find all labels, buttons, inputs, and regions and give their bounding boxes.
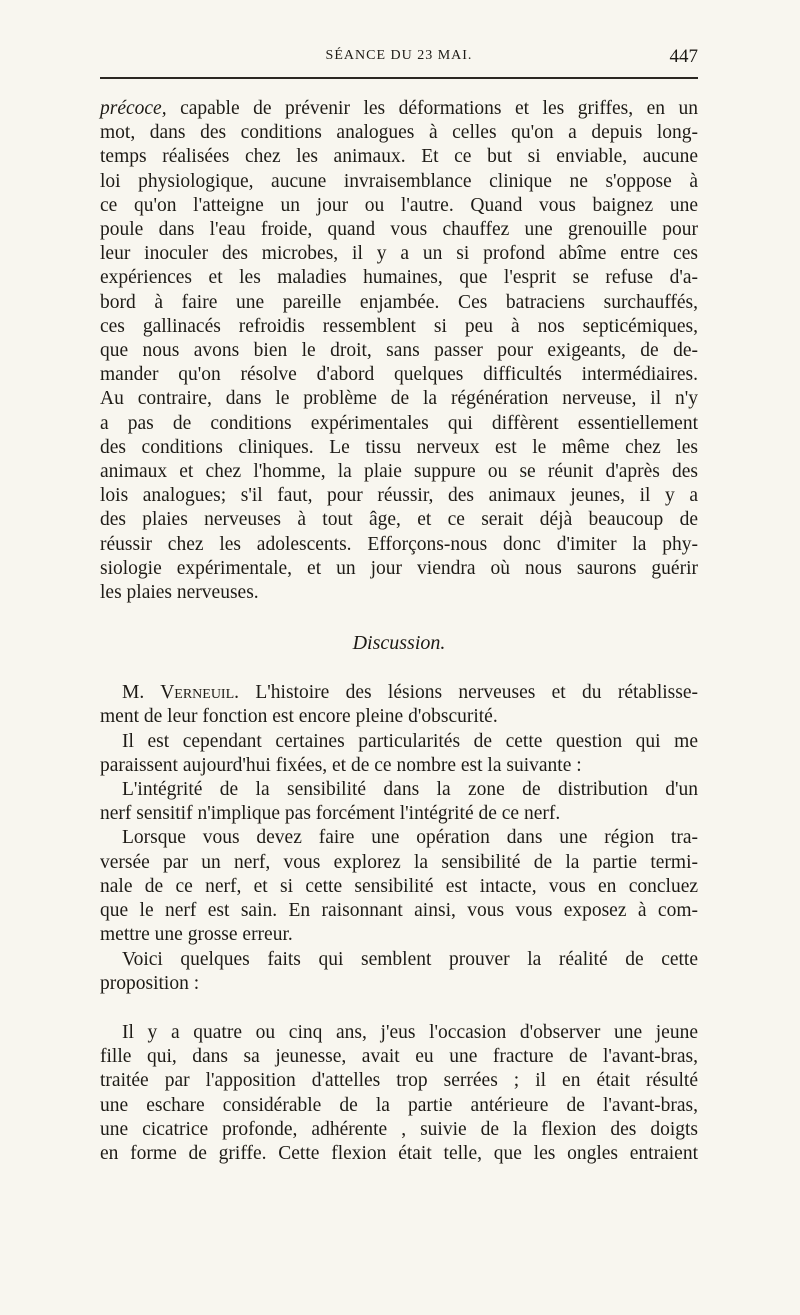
text-line: mander qu'on résolve d'abord quelques difficultés intermédiaires. [100, 364, 698, 386]
text-line: poule dans l'eau froide, quand vous chauffez une grenouille pour [100, 219, 698, 241]
paragraph [100, 730, 698, 778]
text-line: traitée par l'apposition d'attelles trop serrées ; il en était résulté [100, 1070, 698, 1092]
text-line: des conditions cliniques. Le tissu nerveux est le même chez les [100, 436, 698, 458]
text-line: en forme de griffe. Cette flexion était telle, que les ongles entraient [100, 1142, 698, 1164]
page-number: 447 [669, 46, 698, 67]
paragraph-continuation [100, 97, 698, 605]
text-line: nerf sensitif n'implique pas forcément l'intégrité de ce nerf. [100, 803, 561, 825]
running-head: SÉANCE DU 23 MAI. [325, 48, 473, 63]
text-line: Lorsque vous devez faire une opération dans une région tra- [122, 827, 698, 849]
text-line: bord à faire une pareille enjambée. Ces batraciens surchauffés, [100, 291, 698, 313]
text-line: Il est cependant certaines particularités de cette question qui me [122, 730, 698, 752]
paragraph [100, 948, 698, 996]
text-line: ces gallinacés refroidis ressemblent si peu à nos septicémiques, [100, 315, 698, 337]
text-line: Au contraire, dans le problème de la régénération nerveuse, il n'y [100, 388, 698, 410]
text-line: ment de leur fonction est encore pleine d'obscurité. [100, 706, 498, 728]
text-line: versée par un nerf, vous explorez la sensibilité de la partie termi- [100, 851, 698, 873]
text-line: mot, dans des conditions analogues à celles qu'on a depuis long- [100, 122, 698, 144]
text-line: une cicatrice profonde, adhérente , suivie de la flexion des doigts [100, 1118, 698, 1140]
text-fragment: capable de prévenir les déformations et les griffes, en un [166, 98, 698, 119]
text-line: leur inoculer des microbes, il y a un si profond abîme entre ces [100, 243, 698, 265]
text-line: siologie expérimentale, et un jour viendra où nous saurons guérir [100, 557, 698, 579]
text-line: ce qu'on l'atteigne un jour ou l'autre. Quand vous baignez une [100, 194, 698, 216]
body-text [100, 97, 698, 1166]
paragraph [100, 681, 698, 729]
text-line: paraissent aujourd'hui fixées, et de ce nombre est la suivante : [100, 754, 582, 776]
italic-word: précoce, [100, 98, 167, 119]
text-line: mettre une grosse erreur. [100, 924, 293, 946]
text-line: temps réalisées chez les animaux. Et ce but si enviable, aucune [100, 146, 698, 168]
paragraph [100, 1021, 698, 1166]
text-fragment: L'histoire des lésions nerveuses et du rétablisse- [239, 682, 698, 704]
paragraph [100, 826, 698, 947]
section-heading: Discussion. [352, 632, 446, 655]
page-header [100, 40, 698, 80]
text-line: loi physiologique, aucune invraisemblance clinique ne s'oppose à [100, 170, 698, 192]
text-line: L'intégrité de la sensibilité dans la zone de distribution d'un [122, 779, 698, 801]
text-line: a pas de conditions expérimentales qui diffèrent essentiellement [100, 412, 698, 434]
header-rule [100, 77, 698, 79]
paragraph [100, 778, 698, 826]
text-line: fille qui, dans sa jeunesse, avait eu une fracture de l'avant-bras, [100, 1046, 698, 1068]
text-line: expériences et les maladies humaines, que l'esprit se refuse d'a- [100, 267, 698, 289]
text-line: proposition : [100, 972, 200, 994]
text-line [100, 97, 698, 121]
text-line: animaux et chez l'homme, la plaie suppure ou se réunit d'après des [100, 461, 698, 483]
speaker-name: M. Verneuil. [122, 682, 240, 704]
text-line: que le nerf est sain. En raisonnant ainsi, vous vous exposez à com- [100, 900, 698, 922]
text-line: les plaies nerveuses. [100, 582, 259, 604]
text-line: des plaies nerveuses à tout âge, et ce serait déjà beaucoup de [100, 509, 698, 531]
text-line: que nous avons bien le droit, sans passer pour exigeants, de de- [100, 340, 698, 362]
text-line: Il y a quatre ou cinq ans, j'eus l'occasion d'observer une jeune [122, 1021, 698, 1043]
text-line [100, 681, 698, 705]
text-line: Voici quelques faits qui semblent prouver la réalité de cette [122, 948, 698, 970]
text-line: lois analogues; s'il faut, pour réussir, des animaux jeunes, il y a [100, 485, 698, 507]
text-line: une eschare considérable de la partie antérieure de l'avant-bras, [100, 1094, 698, 1116]
text-line: nale de ce nerf, et si cette sensibilité est intacte, vous en concluez [100, 875, 698, 897]
text-line: réussir chez les adolescents. Efforçons-nous donc d'imiter la phy- [100, 533, 698, 555]
